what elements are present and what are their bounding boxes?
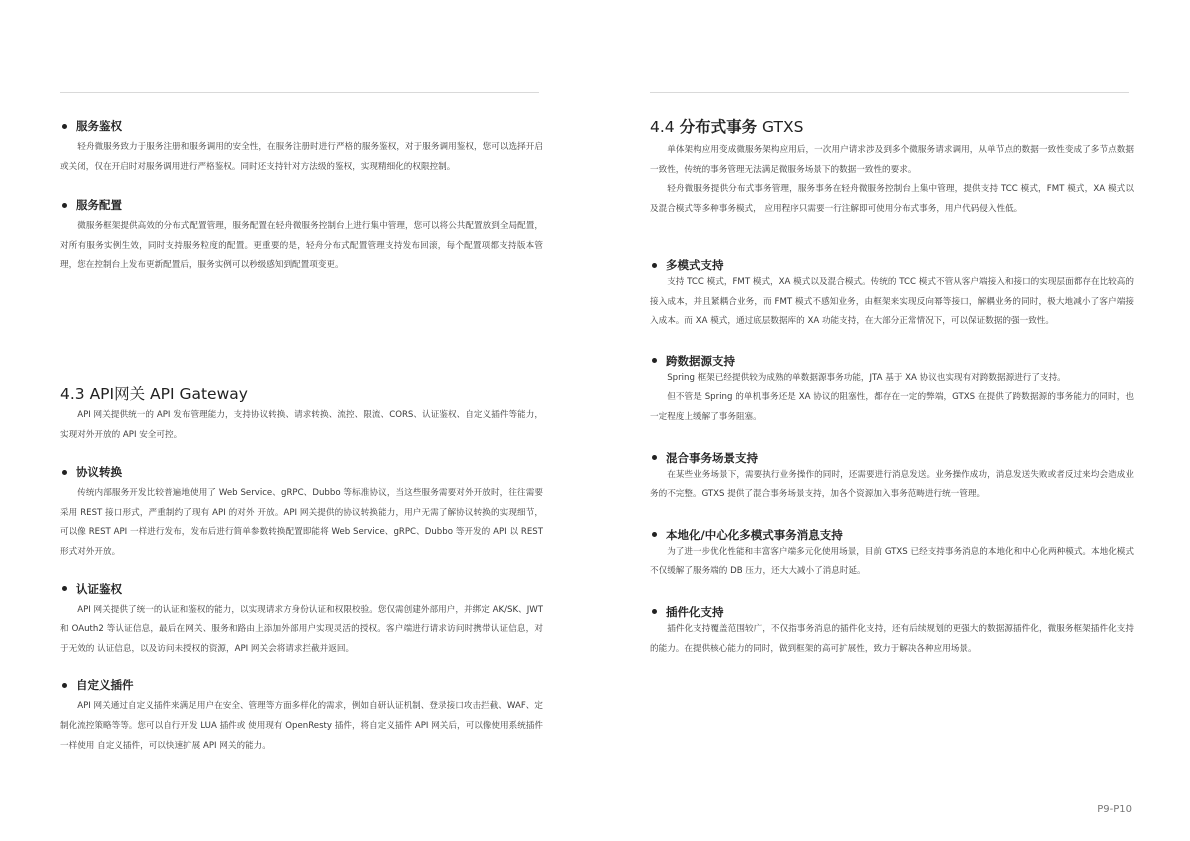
section-transaction-messages	[650, 527, 1134, 582]
bullet-icon	[652, 609, 657, 614]
heading-transaction-messages: 本地化/中心化多模式事务消息支持	[650, 527, 1134, 543]
bullet-icon	[652, 263, 657, 268]
left-top-rule	[60, 92, 539, 93]
heading-custom-plugins: 自定义插件	[60, 677, 543, 693]
section-service-config	[60, 197, 543, 276]
left-api-gateway-section	[60, 384, 543, 756]
heading-authentication: 认证鉴权	[60, 581, 543, 597]
paragraph: 插件化支持覆盖范围较广，不仅指事务消息的插件化支持，还有后续规划的更强大的数据源插件化，微服务框架插件化支持的能力。在提供核心能力的同时，做到框架的高可扩展性，致力于解决各种应用场景。	[650, 623, 1134, 654]
bullet-icon	[652, 455, 657, 460]
paragraph: API 网关通过自定义插件来满足用户在安全、管理等方面多样化的需求，例如自研认证机制、登录接口攻击拦截、WAF、定制化流控策略等等。您可以自行开发 LUA 插件或 使用现有 OpenResty 插件，将自定义插件 API 网关后，可以像使用系统插件一样使用 自定义插件，可以快速扩展 API 网关的能力。	[60, 701, 543, 751]
heading-protocol-conversion: 协议转换	[60, 464, 543, 480]
right-column-features	[650, 257, 1134, 659]
bullet-icon	[62, 683, 67, 688]
heading-service-config: 服务配置	[60, 197, 543, 213]
section-plugin-support	[650, 604, 1134, 659]
page-number: P9-P10	[1097, 804, 1132, 815]
paragraph: 轻舟微服务提供分布式事务管理，服务事务在轻舟微服务控制台上集中管理，提供支持 TCC 模式，FMT 模式，XA 模式以及混合模式等多种事务模式， 应用程序只需要一行注解即可使用分布式事务，用户代码侵入性低。	[650, 184, 1134, 214]
left-column	[60, 118, 543, 276]
paragraph: 为了进一步优化性能和丰富客户端多元化使用场景，目前 GTXS 已经支持事务消息的本地化和中心化两种模式。本地化模式不仅缓解了服务端的 DB 压力，还大大减小了消息时延。	[650, 546, 1134, 577]
heading-hybrid-transaction: 混合事务场景支持	[650, 450, 1134, 466]
heading-service-auth: 服务鉴权	[60, 118, 543, 134]
paragraph: 但不管是 Spring 的单机事务还是 XA 协议的阻塞性，都存在一定的弊端，GTXS 在提供了跨数据源的事务能力的同时，也一定程度上缓解了事务阻塞。	[650, 392, 1134, 422]
paragraph: 支持 TCC 模式，FMT 模式，XA 模式以及混合模式。传统的 TCC 模式不管从客户端接入和接口的实现层面都存在比较高的接入成本，并且紧耦合业务，而 FMT 模式不感知业务，由框架来实现反向幂等接口，解耦业务的同时，极大地减小了客户端接入成本。而 XA 模式，通过底层数据库的 XA 功能支持，在大部分正常情况下，可以保证数据的强一致性。	[650, 277, 1134, 327]
section-custom-plugins	[60, 677, 543, 756]
bullet-icon	[62, 470, 67, 475]
paragraph: 微服务框架提供高效的分布式配置管理，服务配置在轻舟微服务控制台上进行集中管理，您可以将公共配置放到全局配置，对所有服务实例生效，同时支持服务粒度的配置。更重要的是，轻舟分布式配置管理支持发布回滚，每个配置项都支持版本管理，您在控制台上发布更新配置后，服务实例可以秒级感知到配置项变更。	[60, 221, 543, 271]
heading-multi-mode: 多模式支持	[650, 257, 1134, 273]
paragraph: 单体架构应用变成微服务架构应用后，一次用户请求涉及到多个微服务请求调用，从单节点的数据一致性变成了多节点数据一致性，传统的事务管理无法满足微服务场景下的数据一致性的要求。	[650, 145, 1134, 175]
section-hybrid-transaction	[650, 450, 1134, 505]
section-service-auth	[60, 118, 543, 177]
section-protocol-conversion	[60, 464, 543, 562]
section-multi-mode	[650, 257, 1134, 332]
section-title-api-gateway: 4.3 API网关 API Gateway	[60, 385, 248, 403]
paragraph: API 网关提供了统一的认证和鉴权的能力，以实现请求方身份认证和权限校验。您仅需创建外部用户，并绑定 AK/SK、JWT 和 OAuth2 等认证信息，最后在网关、服务和路由上添加外部用户实现灵活的授权。客户端进行请求访问时携带认证信息，对于无效的 认证信息，以及访问未授权的资源，API 网关会将请求拦截并返回。	[60, 604, 543, 654]
heading-plugin-support: 插件化支持	[650, 604, 1134, 620]
bullet-icon	[62, 124, 67, 129]
paragraph: 轻舟微服务致力于服务注册和服务调用的安全性，在服务注册时进行严格的服务鉴权，对于服务调用鉴权，您可以选择开启或关闭，仅在开启时对服务调用进行严格鉴权。同时还支持针对方法级的鉴权，实现精细化的权限控制。	[60, 142, 543, 172]
section-title-gtxs: 4.4 分布式事务 GTXS	[650, 118, 804, 136]
paragraph: 传统内部服务开发比较普遍地使用了 Web Service、gRPC、Dubbo 等标准协议，当这些服务需要对外开放时，往往需要采用 REST 接口形式，严重制约了现有 API 的对外 开放。API 网关提供的协议转换能力，用户无需了解协议转换的实现细节，可以像 REST API 一样进行发布，发布后进行简单参数转换配置即能将 Web Service、gRPC、Dubbo 等开发的 API 以 REST 形式对外开放。	[60, 488, 543, 557]
bullet-icon	[62, 203, 67, 208]
right-gtxs-section	[650, 117, 1134, 219]
paragraph: 在某些业务场景下，需要执行业务操作的同时，还需要进行消息发送。业务操作成功，消息发送失败或者反过来均会造成业务的不完整。GTXS 提供了混合事务场景支持，加各个资源加入事务范畴进行统一管理。	[650, 469, 1134, 500]
bullet-icon	[652, 358, 657, 363]
section-cross-datasource	[650, 353, 1134, 428]
section-authentication	[60, 581, 543, 660]
heading-cross-datasource: 跨数据源支持	[650, 353, 1134, 369]
paragraph: Spring 框架已经提供较为成熟的单数据源事务功能，JTA 基于 XA 协议也实现有对跨数据源进行了支持。	[667, 372, 1066, 383]
bullet-icon	[62, 586, 67, 591]
paragraph: API 网关提供统一的 API 发布管理能力，支持协议转换、请求转换、流控、限流、CORS、认证鉴权、自定义插件等能力，实现对外开放的 API 安全可控。	[60, 410, 543, 440]
bullet-icon	[652, 532, 657, 537]
right-top-rule	[650, 92, 1129, 93]
